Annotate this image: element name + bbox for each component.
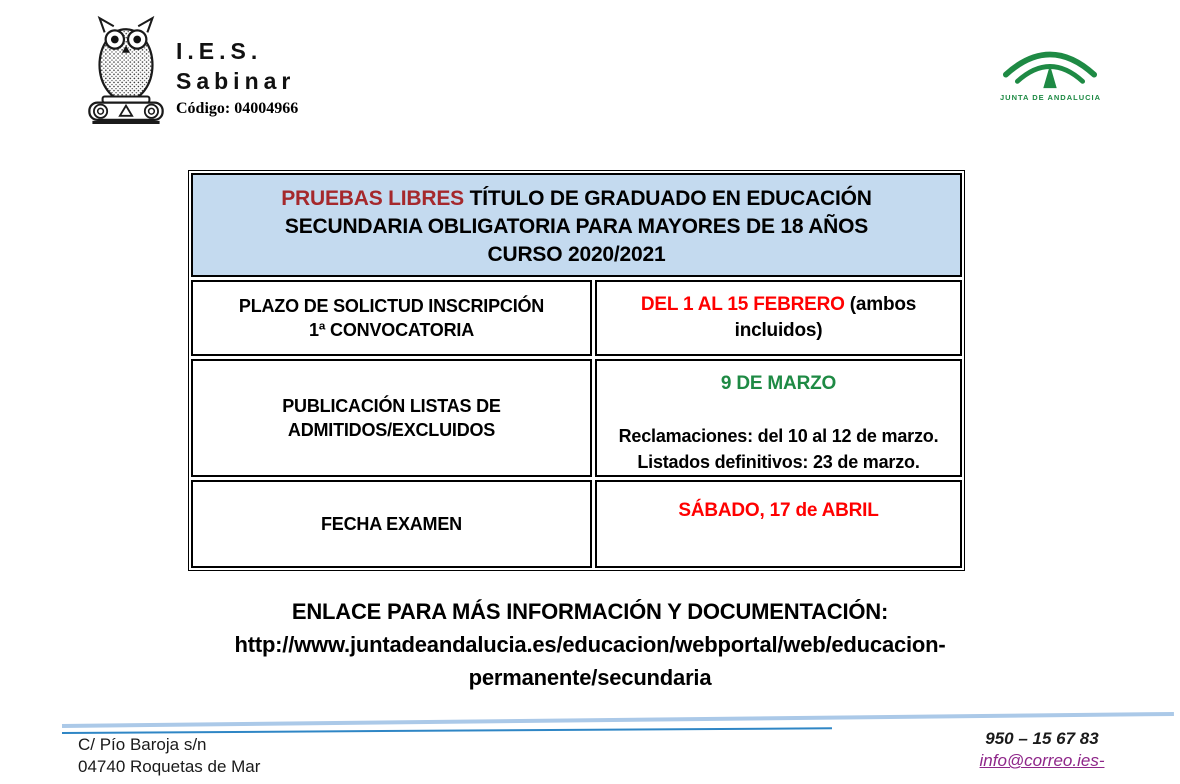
footer-divider-dark — [62, 727, 832, 734]
footer-phone: 950 – 15 67 83 — [985, 729, 1099, 748]
schedule-table — [188, 170, 965, 571]
inscription-value — [603, 292, 954, 344]
footer-contact — [952, 728, 1132, 772]
school-name-block — [176, 36, 298, 118]
more-info-url-line2: permanente/secundaria — [468, 665, 712, 690]
table-row-inscription — [191, 280, 962, 356]
lists-value-cell — [595, 359, 962, 477]
exam-value-cell — [595, 480, 962, 568]
junta-arcs-icon — [1002, 40, 1098, 92]
exam-date: SÁBADO, 17 de ABRIL — [678, 500, 879, 521]
inscription-value-cell — [595, 280, 962, 356]
lists-claims: Reclamaciones: del 10 al 12 de marzo. — [618, 426, 939, 446]
junta-de-andalucia-logo — [1000, 40, 1100, 102]
table-row-exam — [191, 480, 962, 568]
more-info-block — [0, 595, 1180, 694]
exam-label: FECHA EXAMEN — [321, 514, 462, 534]
footer-divider-light — [62, 712, 1174, 728]
more-info-heading: ENLACE PARA MÁS INFORMACIÓN Y DOCUMENTACIÓN: — [291, 599, 889, 624]
footer-email-link[interactable]: info@correo.ies- — [979, 751, 1105, 770]
lists-final: Listados definitivos: 23 de marzo. — [637, 452, 920, 472]
junta-logo-label: JUNTA DE ANDALUCIA — [1000, 93, 1102, 102]
spacer — [603, 397, 954, 423]
lists-label-line2: ADMITIDOS/EXCLUIDOS — [287, 420, 496, 440]
inscription-label-cell — [191, 280, 592, 356]
school-code: Código: 04004966 — [176, 100, 299, 117]
inscription-label-line2: 1ª CONVOCATORIA — [308, 320, 474, 340]
inscription-label-line1: PLAZO DE SOLICTUD INSCRIPCIÓN — [238, 296, 545, 316]
lists-label-line1: PUBLICACIÓN LISTAS DE — [282, 396, 501, 416]
table-title-line1-rest: TÍTULO DE GRADUADO EN EDUCACIÓN — [463, 187, 872, 210]
table-title-cell — [191, 173, 962, 277]
table-title-line2: SECUNDARIA OBLIGATORIA PARA MAYORES DE 18 AÑOS — [284, 215, 869, 238]
inscription-dates-note: (ambos incluidos) — [734, 294, 917, 341]
table-title-line3: CURSO 2020/2021 — [487, 243, 666, 266]
inscription-dates: DEL 1 AL 15 FEBRERO — [640, 294, 845, 315]
lists-publication-date: 9 DE MARZO — [720, 373, 837, 394]
footer-address-line1: C/ Pío Baroja s/n — [78, 735, 207, 754]
lists-label-cell — [191, 359, 592, 477]
footer-address — [78, 734, 260, 778]
school-name-line1: I.E.S. — [176, 38, 263, 64]
school-name-line2: Sabinar — [176, 68, 296, 94]
table-title-line1 — [193, 185, 960, 213]
table-row-lists — [191, 359, 962, 477]
table-title-highlight: PRUEBAS LIBRES — [281, 187, 464, 210]
more-info-url-line1: http://www.juntadeandalucia.es/educacion/webportal/web/educacion- — [234, 632, 946, 657]
owl-logo-icon — [80, 12, 172, 126]
footer-address-line2: 04740 Roquetas de Mar — [78, 757, 261, 776]
exam-label-cell — [191, 480, 592, 568]
